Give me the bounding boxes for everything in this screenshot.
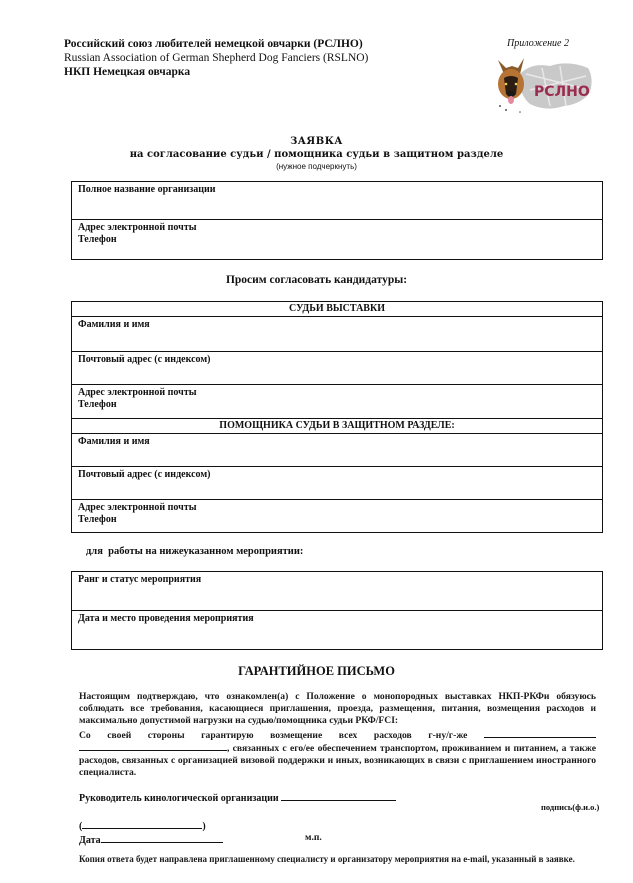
logo-graphic (490, 54, 595, 120)
judge-email-label: Адрес электронной почты (78, 387, 197, 398)
assistant-phone-label: Телефон (78, 514, 117, 525)
assistant-name-field[interactable] (72, 434, 603, 467)
judge-name-row (72, 317, 603, 352)
assistant-contact-row (72, 500, 603, 533)
date-line[interactable] (101, 832, 223, 843)
beneficiary-name-line-cont[interactable] (79, 740, 227, 751)
assistant-name-label: Фамилия и имя (78, 436, 150, 447)
event-heading: для работы на нижеуказанном мероприятии: (86, 546, 304, 557)
judge-contact-field[interactable] (72, 385, 603, 419)
org-contact-row (72, 220, 603, 260)
assistant-section-row (72, 419, 603, 434)
org-name-ru: Российский союз любителей немецкой овчарки (РСЛНО) (64, 38, 363, 50)
beneficiary-name-line[interactable] (484, 727, 596, 738)
judge-contact-row (72, 385, 603, 419)
head-of-org-label: Руководитель кинологической организации (79, 793, 279, 804)
german-shepherd-icon (498, 58, 524, 113)
org-name-row (72, 182, 603, 220)
event-date-place-label: Дата и место проведения мероприятия (78, 613, 254, 624)
assistant-email-label: Адрес электронной почты (78, 502, 197, 513)
event-rank-field[interactable] (72, 572, 603, 611)
event-date-place-field[interactable] (72, 611, 603, 650)
form-title: ЗАЯВКА (290, 136, 343, 147)
event-table (71, 571, 603, 650)
org-phone-label: Телефон (78, 234, 117, 245)
organization-table (71, 181, 603, 260)
org-name-label: Полное название организации (78, 184, 216, 195)
judge-name-label: Фамилия и имя (78, 319, 150, 330)
judge-section-header: СУДЬИ ВЫСТАВКИ (72, 302, 603, 317)
appendix-label: Приложение 2 (507, 38, 569, 49)
assistant-section-header: ПОМОЩНИКА СУДЬИ В ЗАЩИТНОМ РАЗДЕЛЕ: (72, 419, 603, 434)
paren-close: ) (202, 821, 206, 832)
rslno-logo (490, 54, 595, 120)
judge-address-label: Почтовый адрес (с индексом) (78, 354, 211, 365)
event-date-place-row (72, 611, 603, 650)
guarantee-heading: ГАРАНТИЙНОЕ ПИСЬМО (238, 664, 395, 678)
judge-name-field[interactable] (72, 317, 603, 352)
judge-section-row (72, 302, 603, 317)
judge-phone-label: Телефон (78, 399, 117, 410)
guarantee-text-start: Со своей стороны гарантирую возмещение всех расходов г-ну/г-же (79, 730, 468, 741)
head-signature-line[interactable] (281, 790, 396, 801)
org-name-en: Russian Association of German Shepherd Dog Fanciers (RSLNO) (64, 52, 369, 64)
head-of-org-row (79, 790, 396, 804)
stamp-label: м.п. (305, 833, 322, 843)
guarantee-paragraph-1: Настоящим подтверждаю, что ознакомлен(а) с Положение о монопородных выставках НКП-РКФи обязуюсь соблюдать все требования, касающиеся приглашения, проезда, размещения, питания, возмещения расходов и максимально допустимой нагрузки на судью/помощника судьи РКФ/FCI: (79, 691, 596, 727)
judge-address-row (72, 352, 603, 385)
assistant-address-label: Почтовый адрес (с индексом) (78, 469, 211, 480)
signature-hint: подпись(ф.и.о.) (541, 802, 600, 812)
assistant-address-row (72, 467, 603, 500)
candidates-table (71, 301, 603, 533)
org-contact-field[interactable] (72, 220, 603, 260)
name-in-parens-row (79, 818, 206, 832)
assistant-contact-field[interactable] (72, 500, 603, 533)
paren-open: ( (79, 821, 83, 832)
date-label: Дата (79, 835, 101, 846)
org-email-label: Адрес электронной почты (78, 222, 197, 233)
assistant-address-field[interactable] (72, 467, 603, 500)
guarantee-paragraph-2-rest (79, 740, 596, 780)
candidates-heading: Просим согласовать кандидатуры: (225, 274, 408, 286)
form-subtitle: на согласование судьи / помощника судьи в защитном разделе (129, 149, 504, 160)
event-rank-row (72, 572, 603, 611)
judge-address-field[interactable] (72, 352, 603, 385)
club-name: НКП Немецкая овчарка (64, 66, 191, 78)
assistant-name-row (72, 434, 603, 467)
date-row (79, 832, 223, 846)
event-rank-label: Ранг и статус мероприятия (78, 574, 202, 585)
logo-text: РСЛНО (534, 84, 590, 100)
printed-name-line[interactable] (82, 818, 202, 829)
guarantee-text-rest: , связанных с его/ее обеспечением транспортом, проживанием и питанием, а также расходов, связанных с организацией визовой поддержки и иных, возникающих в связи с приглашением иностранного специалиста. (79, 743, 596, 779)
org-name-field[interactable] (72, 182, 603, 220)
footer-note: Копия ответа будет направлена приглашенному специалисту и организатору мероприятия на e-mail, указанный в заявке. (79, 854, 575, 864)
form-note: (нужное подчеркнуть) (276, 162, 357, 171)
